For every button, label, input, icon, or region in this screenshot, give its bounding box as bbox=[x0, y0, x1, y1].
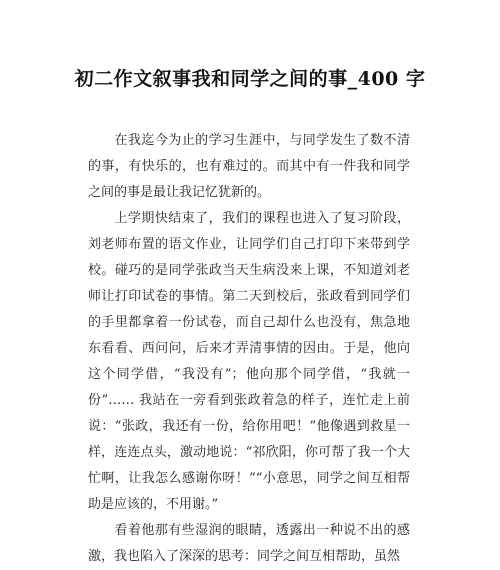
paragraph-1-text: 在我迄今为止的学习生涯中，与同学发生了数不清的事，有快乐的，也有难过的。而其中有一件我和同学之间的事是最让我记忆犹新的。 bbox=[88, 133, 410, 200]
paragraph-2-text: 上学期快结束了，我们的课程也进入了复习阶段，刘老师布置的语文作业，让同学们自己打印下来带到学校。碰巧的是同学张政当天生病没来上课，不知道刘老师让打印试卷的事情。第二天到校后，张政看到同学们的手里都拿着一份试卷，而自己却什么也没有，焦急地东看看、西问问，后来才弄清事情的因由。于是，他向这个同学借，“我没有”；他向那个同学借，“我就一份”…… 我站在一旁看到张政着急的样子，连忙走上前说：“张政，我还有一份，给你用吧！”他像遇到救星一样，连连点头，激动地说：“祁欣阳，你可帮了我一个大忙啊，让我怎么感谢你呀！”“小意思，同学之间互相帮助是应该的，不用谢。” bbox=[88, 211, 410, 512]
paragraph-1 bbox=[88, 128, 410, 206]
paragraph-2 bbox=[88, 206, 410, 518]
document-body bbox=[88, 128, 410, 570]
paragraph-3-text: 看着他那有些湿润的眼睛，透露出一种说不出的感激，我也陷入了深深的思考：同学之间互相帮助，虽然 bbox=[88, 523, 410, 564]
paragraph-3 bbox=[88, 518, 410, 570]
document-title: 初二作文叙事我和同学之间的事_400 字 bbox=[74, 68, 426, 90]
